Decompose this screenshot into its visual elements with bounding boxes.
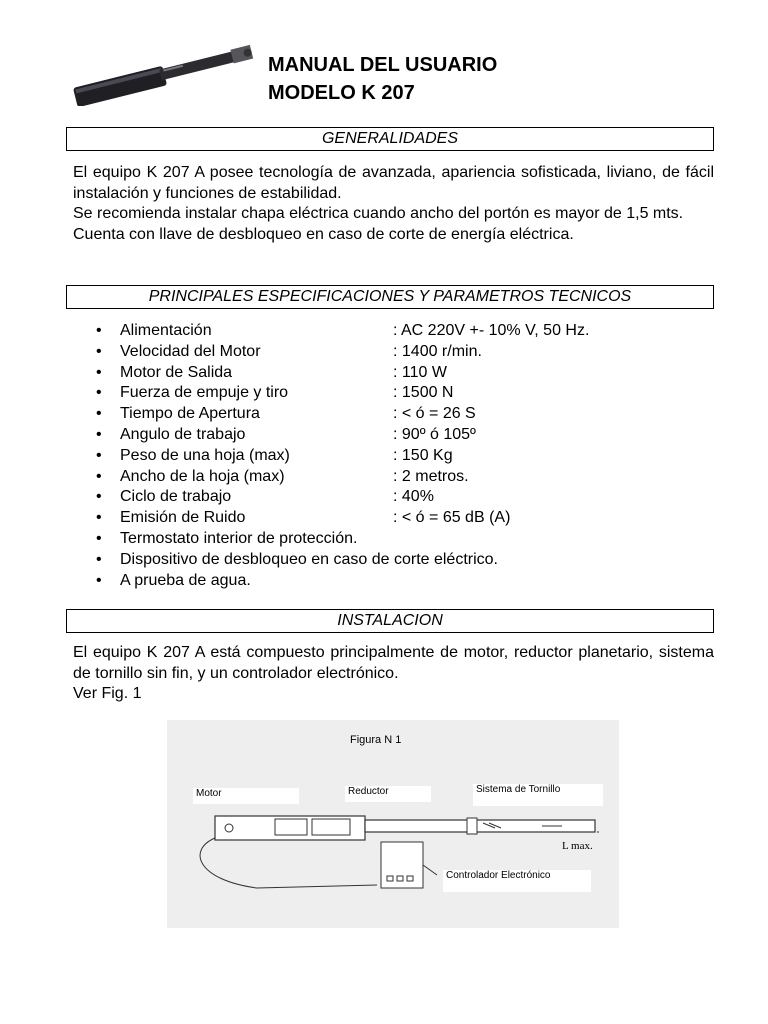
instalacion-paragraph-2: Ver Fig. 1 <box>73 685 142 702</box>
label-reductor: Reductor <box>345 786 431 802</box>
generalidades-paragraph-3: Cuenta con llave de desbloqueo en caso de corte de energía eléctrica. <box>73 225 574 243</box>
spec-label: Motor de Salida <box>120 363 233 381</box>
spec-label: Ciclo de trabajo <box>120 488 232 506</box>
spec-label: Termostato interior de protección. <box>120 529 358 547</box>
spec-value: : 40% <box>393 488 434 506</box>
bullet-icon: • <box>96 405 102 423</box>
spec-label: Fuerza de empuje y tiro <box>120 384 289 402</box>
spec-label: Angulo de trabajo <box>120 425 246 443</box>
spec-item <box>96 508 511 529</box>
spec-value: : 1400 r/min. <box>393 342 482 360</box>
spec-value: : 2 metros. <box>393 467 469 485</box>
bullet-icon: • <box>96 342 102 360</box>
generalidades-text <box>73 163 714 245</box>
spec-value: : AC 220V +- 10% V, 50 Hz. <box>393 322 590 339</box>
section-heading-instalacion: INSTALACION <box>66 609 714 633</box>
bullet-icon: • <box>96 550 102 568</box>
spec-item <box>96 487 498 508</box>
generalidades-paragraph-1: El equipo K 207 A posee tecnología de avanzada, apariencia sofisticada, liviano, de fácil instalación y funciones de estabilidad. <box>73 164 714 202</box>
spec-label: Velocidad del Motor <box>120 342 261 360</box>
bullet-icon: • <box>96 384 102 402</box>
spec-item <box>96 342 498 363</box>
spec-item <box>96 446 498 467</box>
bullet-icon: • <box>96 488 102 506</box>
spec-value: : < ó = 65 dB (A) <box>393 509 511 527</box>
spec-label: Emisión de Ruido <box>120 509 246 527</box>
figure-drawing <box>167 720 619 928</box>
spec-item <box>96 529 498 550</box>
spec-item <box>96 383 498 404</box>
spec-label: Tiempo de Apertura <box>120 405 260 423</box>
spec-item <box>96 404 498 425</box>
bullet-icon: • <box>96 446 102 464</box>
bullet-icon: • <box>96 467 102 485</box>
spec-value: : 150 Kg <box>393 446 453 464</box>
spec-value: : 1500 N <box>393 384 454 402</box>
spec-value: : 110 W <box>393 363 447 381</box>
spec-value: : < ó = 26 S <box>393 405 476 423</box>
section-heading-especificaciones: PRINCIPALES ESPECIFICACIONES Y PARAMETROS TECNICOS <box>66 285 714 309</box>
spec-item <box>96 321 590 342</box>
generalidades-paragraph-2: Se recomienda instalar chapa eléctrica cuando ancho del portón es mayor de 1,5 mts. <box>73 205 684 222</box>
label-tornillo: Sistema de Tornillo <box>473 784 603 806</box>
bullet-icon: • <box>96 571 102 589</box>
model-title: MODELO K 207 <box>268 82 415 104</box>
bullet-icon: • <box>96 509 102 527</box>
spec-list <box>96 321 590 591</box>
spec-label: Dispositivo de desbloqueo en caso de corte eléctrico. <box>120 550 498 568</box>
spec-item <box>96 571 498 592</box>
label-motor: Motor <box>193 788 299 804</box>
spec-label: Ancho de la hoja (max) <box>120 467 285 485</box>
spec-item <box>96 550 498 571</box>
spec-item <box>96 363 498 384</box>
instalacion-paragraph-1: El equipo K 207 A está compuesto principalmente de motor, reductor planetario, sistema de tornillo sin fin, y un controlador electrónico. <box>73 644 714 682</box>
product-image <box>64 40 260 106</box>
label-controlador: Controlador Electrónico <box>443 870 591 892</box>
manual-title: MANUAL DEL USUARIO <box>268 54 498 76</box>
instalacion-text <box>73 643 714 705</box>
spec-label: A prueba de agua. <box>120 571 251 589</box>
bullet-icon: • <box>96 322 102 339</box>
spec-label: Peso de una hoja (max) <box>120 446 290 464</box>
spec-label: Alimentación <box>120 322 212 339</box>
figure-1 <box>167 720 619 928</box>
figure-title: Figura N 1 <box>350 734 402 746</box>
spec-value: : 90º ó 105º <box>393 425 476 443</box>
bullet-icon: • <box>96 363 102 381</box>
spec-item <box>96 425 498 446</box>
section-heading-generalidades: GENERALIDADES <box>66 127 714 151</box>
bullet-icon: • <box>96 425 102 443</box>
spec-item <box>96 467 498 488</box>
label-lmax: L max. <box>562 840 593 852</box>
bullet-icon: • <box>96 529 102 547</box>
